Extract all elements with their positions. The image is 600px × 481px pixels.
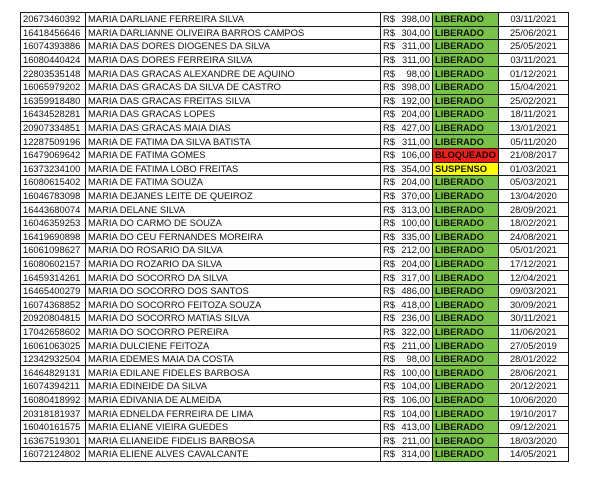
id-cell: 16061098627: [21, 244, 86, 258]
currency-cell: R$: [381, 312, 396, 326]
value-cell: 98,00: [395, 352, 433, 366]
id-cell: 12287509196: [21, 135, 86, 149]
status-cell: LIBERADO: [433, 53, 499, 67]
date-cell: 18/11/2021: [498, 108, 568, 122]
name-cell: MARIA DAS GRACAS LOPES: [86, 108, 381, 122]
value-cell: 314,00: [395, 448, 433, 462]
id-cell: 20920804815: [21, 312, 86, 326]
table-body: [21, 13, 569, 462]
table-row[interactable]: [21, 121, 569, 135]
currency-cell: R$: [381, 121, 396, 135]
table-row[interactable]: [21, 53, 569, 67]
date-cell: 25/06/2021: [498, 26, 568, 40]
currency-cell: R$: [381, 94, 396, 108]
name-cell: MARIA DAS GRACAS DA SILVA DE CASTRO: [86, 80, 381, 94]
table-row[interactable]: [21, 26, 569, 40]
id-cell: 16080418992: [21, 393, 86, 407]
currency-cell: R$: [381, 284, 396, 298]
name-cell: MARIA EDNELDA FERREIRA DE LIMA: [86, 407, 381, 421]
status-cell: LIBERADO: [433, 189, 499, 203]
table-row[interactable]: [21, 203, 569, 217]
date-cell: 30/09/2021: [498, 298, 568, 312]
currency-cell: R$: [381, 380, 396, 394]
currency-cell: R$: [381, 148, 396, 162]
name-cell: MARIA ELIANE VIEIRA GUEDES: [86, 420, 381, 434]
date-cell: 25/02/2021: [498, 94, 568, 108]
id-cell: 16080440424: [21, 53, 86, 67]
table-row[interactable]: [21, 407, 569, 421]
status-cell: LIBERADO: [433, 448, 499, 462]
date-cell: 12/04/2021: [498, 271, 568, 285]
status-cell: LIBERADO: [433, 40, 499, 54]
date-cell: 11/06/2021: [498, 325, 568, 339]
currency-cell: R$: [381, 40, 396, 54]
date-cell: 01/03/2021: [498, 162, 568, 176]
name-cell: MARIA EDINEIDE DA SILVA: [86, 380, 381, 394]
currency-cell: R$: [381, 420, 396, 434]
table-row[interactable]: [21, 162, 569, 176]
status-cell: LIBERADO: [433, 244, 499, 258]
value-cell: 211,00: [395, 339, 433, 353]
status-cell: LIBERADO: [433, 121, 499, 135]
currency-cell: R$: [381, 393, 396, 407]
value-cell: 370,00: [395, 189, 433, 203]
value-cell: 211,00: [395, 434, 433, 448]
id-cell: 16443680074: [21, 203, 86, 217]
table-row[interactable]: [21, 312, 569, 326]
id-cell: 16373234100: [21, 162, 86, 176]
date-cell: 19/10/2017: [498, 407, 568, 421]
table-row[interactable]: [21, 393, 569, 407]
table-row[interactable]: [21, 135, 569, 149]
date-cell: 09/12/2021: [498, 420, 568, 434]
status-cell: LIBERADO: [433, 230, 499, 244]
table-row[interactable]: [21, 67, 569, 81]
currency-cell: R$: [381, 13, 396, 27]
date-cell: 05/01/2021: [498, 244, 568, 258]
date-cell: 21/08/2017: [498, 148, 568, 162]
date-cell: 05/03/2021: [498, 176, 568, 190]
id-cell: 20318181937: [21, 407, 86, 421]
name-cell: MARIA DE FATIMA GOMES: [86, 148, 381, 162]
id-cell: 16040161575: [21, 420, 86, 434]
name-cell: MARIA EDILANE FIDELES BARBOSA: [86, 366, 381, 380]
table-row[interactable]: [21, 352, 569, 366]
table-row[interactable]: [21, 448, 569, 462]
date-cell: 25/05/2021: [498, 40, 568, 54]
name-cell: MARIA ELIENE ALVES CAVALCANTE: [86, 448, 381, 462]
id-cell: 16046783098: [21, 189, 86, 203]
currency-cell: R$: [381, 26, 396, 40]
date-cell: 03/11/2021: [498, 53, 568, 67]
table-row[interactable]: [21, 80, 569, 94]
name-cell: MARIA EDIVANIA DE ALMEIDA: [86, 393, 381, 407]
currency-cell: R$: [381, 298, 396, 312]
name-cell: MARIA DO SOCORRO MATIAS SILVA: [86, 312, 381, 326]
table-row[interactable]: [21, 148, 569, 162]
date-cell: 18/02/2021: [498, 216, 568, 230]
value-cell: 322,00: [395, 325, 433, 339]
name-cell: MARIA DO CARMO DE SOUZA: [86, 216, 381, 230]
table-row[interactable]: [21, 189, 569, 203]
date-cell: 28/06/2021: [498, 366, 568, 380]
date-cell: 18/03/2020: [498, 434, 568, 448]
table-row[interactable]: [21, 40, 569, 54]
table-row[interactable]: [21, 284, 569, 298]
status-cell: LIBERADO: [433, 216, 499, 230]
value-cell: 335,00: [395, 230, 433, 244]
table-row[interactable]: [21, 176, 569, 190]
value-cell: 304,00: [395, 26, 433, 40]
id-cell: 16074394211: [21, 380, 86, 394]
table-row[interactable]: [21, 257, 569, 271]
value-cell: 311,00: [395, 40, 433, 54]
value-cell: 106,00: [395, 393, 433, 407]
status-cell: LIBERADO: [433, 352, 499, 366]
name-cell: MARIA DAS GRACAS ALEXANDRE DE AQUINO: [86, 67, 381, 81]
name-cell: MARIA DO ROZARIO DA SILVA: [86, 257, 381, 271]
name-cell: MARIA DAS DORES FERREIRA SILVA: [86, 53, 381, 67]
currency-cell: R$: [381, 135, 396, 149]
status-cell: LIBERADO: [433, 257, 499, 271]
value-cell: 236,00: [395, 312, 433, 326]
date-cell: 20/12/2021: [498, 380, 568, 394]
currency-cell: R$: [381, 434, 396, 448]
name-cell: MARIA DO ROSARIO DA SILVA: [86, 244, 381, 258]
currency-cell: R$: [381, 189, 396, 203]
id-cell: 16061063025: [21, 339, 86, 353]
currency-cell: R$: [381, 67, 396, 81]
name-cell: MARIA DARLIANNE OLIVEIRA BARROS CAMPOS: [86, 26, 381, 40]
table-row[interactable]: [21, 366, 569, 380]
date-cell: 10/06/2020: [498, 393, 568, 407]
id-cell: 16359918480: [21, 94, 86, 108]
status-cell: LIBERADO: [433, 135, 499, 149]
table-row[interactable]: [21, 108, 569, 122]
status-cell: BLOQUEADO: [433, 148, 499, 162]
value-cell: 204,00: [395, 176, 433, 190]
date-cell: 28/01/2022: [498, 352, 568, 366]
currency-cell: R$: [381, 176, 396, 190]
id-cell: 16074368852: [21, 298, 86, 312]
value-cell: 311,00: [395, 53, 433, 67]
value-cell: 398,00: [395, 13, 433, 27]
date-cell: 01/12/2021: [498, 67, 568, 81]
currency-cell: R$: [381, 448, 396, 462]
date-cell: 05/11/2020: [498, 135, 568, 149]
status-cell: LIBERADO: [433, 108, 499, 122]
status-cell: LIBERADO: [433, 284, 499, 298]
date-cell: 30/11/2021: [498, 312, 568, 326]
name-cell: MARIA DE FATIMA LOBO FREITAS: [86, 162, 381, 176]
table-row[interactable]: [21, 325, 569, 339]
date-cell: 24/08/2021: [498, 230, 568, 244]
id-cell: 16072124802: [21, 448, 86, 462]
name-cell: MARIA DARLIANE FERREIRA SILVA: [86, 13, 381, 27]
name-cell: MARIA DULCIENE FEITOZA: [86, 339, 381, 353]
currency-cell: R$: [381, 325, 396, 339]
table-row[interactable]: [21, 13, 569, 27]
value-cell: 311,00: [395, 135, 433, 149]
table-row[interactable]: [21, 380, 569, 394]
value-cell: 212,00: [395, 244, 433, 258]
name-cell: MARIA DO SOCORRO DOS SANTOS: [86, 284, 381, 298]
status-cell: LIBERADO: [433, 271, 499, 285]
value-cell: 104,00: [395, 407, 433, 421]
table-row[interactable]: [21, 216, 569, 230]
value-cell: 418,00: [395, 298, 433, 312]
id-cell: 16080615402: [21, 176, 86, 190]
name-cell: MARIA DO CEU FERNANDES MOREIRA: [86, 230, 381, 244]
status-cell: LIBERADO: [433, 407, 499, 421]
date-cell: 13/01/2021: [498, 121, 568, 135]
status-cell: LIBERADO: [433, 380, 499, 394]
table-row[interactable]: [21, 94, 569, 108]
value-cell: 398,00: [395, 80, 433, 94]
table-row[interactable]: [21, 271, 569, 285]
name-cell: MARIA ELIANEIDE FIDELIS BARBOSA: [86, 434, 381, 448]
currency-cell: R$: [381, 257, 396, 271]
name-cell: MARIA DO SOCORRO FEITOZA SOUZA: [86, 298, 381, 312]
id-cell: 12342932504: [21, 352, 86, 366]
id-cell: 16459314261: [21, 271, 86, 285]
status-cell: LIBERADO: [433, 94, 499, 108]
value-cell: 354,00: [395, 162, 433, 176]
table-row[interactable]: [21, 230, 569, 244]
date-cell: 27/05/2019: [498, 339, 568, 353]
status-cell: LIBERADO: [433, 203, 499, 217]
status-cell: LIBERADO: [433, 298, 499, 312]
status-cell: LIBERADO: [433, 67, 499, 81]
value-cell: 317,00: [395, 271, 433, 285]
beneficiary-table: [20, 12, 569, 462]
date-cell: 17/12/2021: [498, 257, 568, 271]
id-cell: 16046359253: [21, 216, 86, 230]
status-cell: LIBERADO: [433, 420, 499, 434]
status-cell: LIBERADO: [433, 325, 499, 339]
status-cell: LIBERADO: [433, 393, 499, 407]
id-cell: 20907334851: [21, 121, 86, 135]
id-cell: 16419690898: [21, 230, 86, 244]
status-cell: LIBERADO: [433, 176, 499, 190]
status-cell: LIBERADO: [433, 26, 499, 40]
date-cell: 15/04/2021: [498, 80, 568, 94]
id-cell: 16464829131: [21, 366, 86, 380]
status-cell: LIBERADO: [433, 434, 499, 448]
id-cell: 22803535148: [21, 67, 86, 81]
name-cell: MARIA DE FATIMA DA SILVA BATISTA: [86, 135, 381, 149]
currency-cell: R$: [381, 53, 396, 67]
currency-cell: R$: [381, 80, 396, 94]
currency-cell: R$: [381, 216, 396, 230]
value-cell: 204,00: [395, 108, 433, 122]
date-cell: 28/09/2021: [498, 203, 568, 217]
name-cell: MARIA DAS DORES DIOGENES DA SILVA: [86, 40, 381, 54]
currency-cell: R$: [381, 203, 396, 217]
value-cell: 486,00: [395, 284, 433, 298]
value-cell: 192,00: [395, 94, 433, 108]
id-cell: 16434528281: [21, 108, 86, 122]
name-cell: MARIA DO SOCORRO DA SILVA: [86, 271, 381, 285]
name-cell: MARIA EDEMES MAIA DA COSTA: [86, 352, 381, 366]
currency-cell: R$: [381, 407, 396, 421]
name-cell: MARIA DELANE SILVA: [86, 203, 381, 217]
currency-cell: R$: [381, 366, 396, 380]
currency-cell: R$: [381, 162, 396, 176]
id-cell: 20673460392: [21, 13, 86, 27]
value-cell: 106,00: [395, 148, 433, 162]
currency-cell: R$: [381, 339, 396, 353]
value-cell: 204,00: [395, 257, 433, 271]
date-cell: 09/03/2021: [498, 284, 568, 298]
status-cell: LIBERADO: [433, 80, 499, 94]
currency-cell: R$: [381, 271, 396, 285]
name-cell: MARIA DO SOCORRO PEREIRA: [86, 325, 381, 339]
name-cell: MARIA DAS GRACAS MAIA DIAS: [86, 121, 381, 135]
id-cell: 17042658602: [21, 325, 86, 339]
value-cell: 313,00: [395, 203, 433, 217]
id-cell: 16065979202: [21, 80, 86, 94]
value-cell: 413,00: [395, 420, 433, 434]
table-row[interactable]: [21, 339, 569, 353]
id-cell: 16465400279: [21, 284, 86, 298]
name-cell: MARIA DEJANES LEITE DE QUEIROZ: [86, 189, 381, 203]
value-cell: 98,00: [395, 67, 433, 81]
status-cell: LIBERADO: [433, 339, 499, 353]
status-cell: LIBERADO: [433, 312, 499, 326]
date-cell: 14/05/2021: [498, 448, 568, 462]
date-cell: 13/04/2020: [498, 189, 568, 203]
currency-cell: R$: [381, 244, 396, 258]
value-cell: 100,00: [395, 366, 433, 380]
currency-cell: R$: [381, 352, 396, 366]
value-cell: 427,00: [395, 121, 433, 135]
name-cell: MARIA DAS GRACAS FREITAS SILVA: [86, 94, 381, 108]
status-cell: LIBERADO: [433, 366, 499, 380]
table-row[interactable]: [21, 244, 569, 258]
table-row[interactable]: [21, 298, 569, 312]
id-cell: 16479069642: [21, 148, 86, 162]
table-row[interactable]: [21, 434, 569, 448]
name-cell: MARIA DE FATIMA SOUZA: [86, 176, 381, 190]
id-cell: 16074393886: [21, 40, 86, 54]
currency-cell: R$: [381, 108, 396, 122]
date-cell: 03/11/2021: [498, 13, 568, 27]
id-cell: 16418456646: [21, 26, 86, 40]
id-cell: 16080602157: [21, 257, 86, 271]
table-row[interactable]: [21, 420, 569, 434]
currency-cell: R$: [381, 230, 396, 244]
status-cell: SUSPENSO: [433, 162, 499, 176]
status-cell: LIBERADO: [433, 13, 499, 27]
value-cell: 100,00: [395, 216, 433, 230]
id-cell: 16367519301: [21, 434, 86, 448]
value-cell: 104,00: [395, 380, 433, 394]
